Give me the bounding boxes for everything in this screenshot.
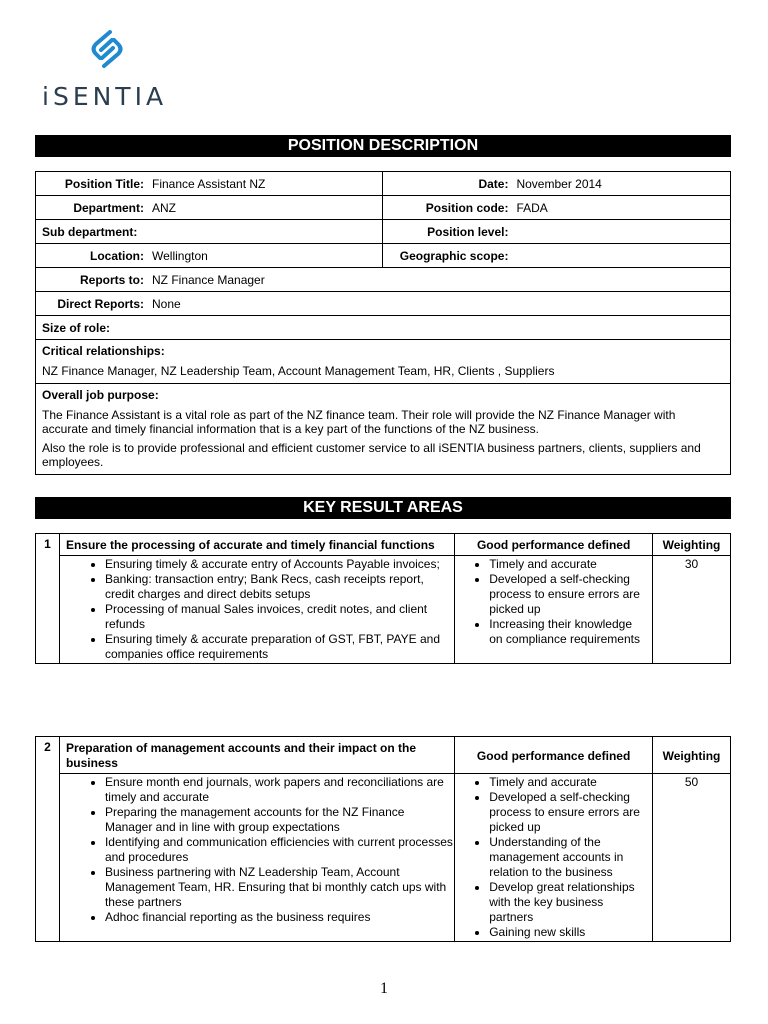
list-item: • Ensure month end journals, work papers and reconciliations are timely and accurate (105, 775, 454, 805)
company-logo (40, 28, 190, 114)
job-purpose-label: Overall job purpose: (42, 388, 159, 402)
position-level-value (508, 225, 516, 239)
critical-relationships-text: NZ Finance Manager, NZ Leadership Team, Account Management Team, HR, Clients , Suppliers (42, 364, 555, 378)
weighting-header: Weighting (653, 534, 731, 556)
size-of-role-label: Size of role: (42, 320, 111, 335)
list-item: • Timely and accurate (489, 557, 648, 572)
list-item: • Developed a self-checking process to ensure errors are picked up (489, 572, 648, 617)
list-item: • Ensuring timely & accurate entry of Accounts Payable invoices; (105, 557, 454, 572)
kra-title: Preparation of management accounts and their impact on the business (59, 737, 454, 774)
page-number: 1 (380, 980, 388, 997)
list-item: • Develop great relationships with the key business partners (489, 880, 648, 925)
good-performance-header: Good performance defined (455, 534, 653, 556)
position-code-value: FADA (516, 200, 548, 215)
list-item: • Gaining new skills (489, 925, 648, 940)
isentia-logo-icon (88, 28, 126, 70)
location-value: Wellington (152, 248, 208, 263)
list-item: • Developed a self-checking process to ensure errors are picked up (489, 790, 648, 835)
info-row (36, 220, 731, 244)
list-item: • Understanding of the management accounts in relation to the business (489, 835, 648, 880)
weighting-value: 30 (653, 556, 731, 664)
kra-number: 2 (36, 737, 60, 942)
info-row (36, 292, 731, 316)
reports-to-label: Reports to: (80, 272, 144, 287)
good-performance-header: Good performance defined (455, 737, 653, 774)
info-row (36, 196, 731, 220)
list-item: • Increasing their knowledge on compliance requirements (489, 617, 648, 647)
kra-table-2 (35, 736, 731, 942)
department-label: Department: (73, 200, 144, 215)
list-item: • Processing of manual Sales invoices, credit notes, and client refunds (105, 602, 454, 632)
reports-to-value: NZ Finance Manager (152, 272, 265, 287)
list-item: • Timely and accurate (489, 775, 648, 790)
job-purpose-row (36, 384, 731, 475)
list-item: • Adhoc financial reporting as the business requires (105, 910, 454, 925)
job-purpose-paragraph-2: Also the role is to provide professional and efficient customer service to all iSENTIA business partners, clients, suppliers and employees. (42, 441, 701, 469)
weighting-header: Weighting (653, 737, 731, 774)
list-item: • Business partnering with NZ Leadership Team, Account Management Team, HR. Ensuring that bi monthly catch ups with these partners (105, 865, 454, 910)
list-item: • Identifying and communication efficiencies with current processes and procedures (105, 835, 454, 865)
kra-table-1 (35, 533, 731, 664)
critical-relationships-row (36, 340, 731, 384)
geographic-scope-label: Geographic scope: (399, 248, 509, 263)
department-value: ANZ (152, 200, 176, 215)
kra-header-row (36, 534, 731, 556)
good-performance-list (455, 774, 653, 942)
kra-number: 1 (36, 534, 60, 664)
position-level-label: Position level: (427, 224, 509, 239)
location-label: Location: (90, 248, 144, 263)
kra-title: Ensure the processing of accurate and timely financial functions (59, 534, 454, 556)
list-item: • Banking: transaction entry; Bank Recs, cash receipts report, credit charges and direct debits setups (105, 572, 454, 602)
size-of-role-value (144, 321, 152, 335)
info-row (36, 316, 731, 340)
kra-content-row (36, 774, 731, 942)
kra-content-row (36, 556, 731, 664)
date-label: Date: (478, 176, 509, 191)
info-row (36, 172, 731, 196)
info-row (36, 268, 731, 292)
weighting-value: 50 (653, 774, 731, 942)
critical-relationships-label: Critical relationships: (42, 344, 165, 358)
brand-name: iSENTIA (42, 82, 168, 111)
sub-department-value (144, 225, 152, 239)
position-info-table (35, 171, 731, 475)
kra-header-row (36, 737, 731, 774)
position-title-value: Finance Assistant NZ (152, 176, 266, 191)
position-title-label: Position Title: (64, 176, 144, 191)
list-item: • Preparing the management accounts for the NZ Finance Manager and in line with group expectations (105, 805, 454, 835)
date-value: November 2014 (516, 176, 602, 191)
kra-tasks (59, 556, 454, 664)
good-performance-list (455, 556, 653, 664)
direct-reports-label: Direct Reports: (57, 296, 144, 311)
position-description-banner: POSITION DESCRIPTION (35, 135, 731, 157)
list-item: • Ensuring timely & accurate preparation of GST, FBT, PAYE and companies office requirements (105, 632, 454, 662)
position-code-label: Position code: (425, 200, 509, 215)
job-purpose-paragraph-1: The Finance Assistant is a vital role as part of the NZ finance team. Their role will provide the NZ Finance Manager with accurate and timely financial information that is a key part of the functions of the NZ business. (42, 408, 676, 436)
key-result-areas-banner: KEY RESULT AREAS (35, 497, 731, 519)
direct-reports-value: None (152, 296, 181, 311)
sub-department-label: Sub department: (42, 224, 138, 239)
info-row (36, 244, 731, 268)
geographic-scope-value (508, 249, 516, 263)
kra-tasks (59, 774, 454, 942)
